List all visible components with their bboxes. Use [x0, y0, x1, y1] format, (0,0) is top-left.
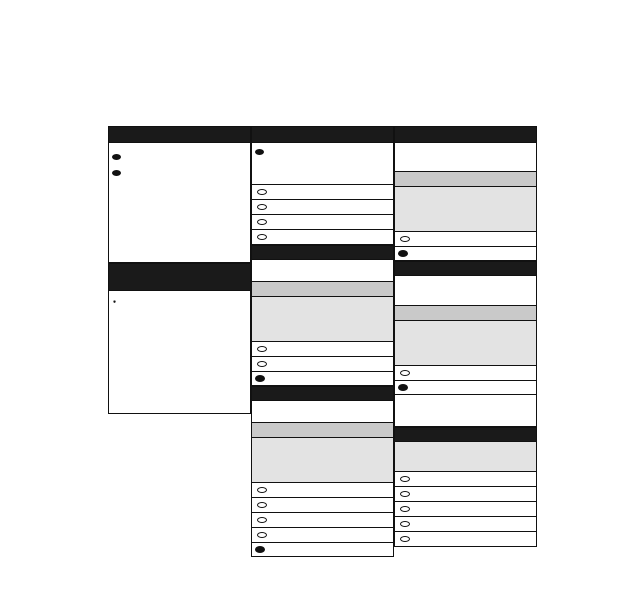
libertarian-end: [394, 247, 537, 261]
oval-icon[interactable]: [400, 506, 410, 512]
party-instr-wrap: [255, 149, 390, 157]
general-p3-wrap: [112, 170, 247, 178]
general-instructions-box: [108, 143, 251, 263]
constitution-heading: [394, 261, 537, 276]
republican-heading: [251, 386, 394, 401]
candidate-option[interactable]: [251, 513, 394, 528]
special-instructions-heading: [108, 263, 251, 291]
oval-icon[interactable]: [257, 487, 267, 493]
constitution-legislative: [394, 306, 537, 321]
party-preference-instructions: [251, 143, 394, 185]
oval-icon[interactable]: [400, 236, 410, 242]
party-column: [251, 126, 394, 557]
oval-icon[interactable]: [257, 219, 267, 225]
judicial-office: [394, 442, 537, 472]
democratic-office: [251, 297, 394, 342]
write-in-option[interactable]: [394, 232, 537, 247]
instructions-column: [108, 126, 251, 414]
timing-marks-left: [72, 40, 80, 590]
oval-icon[interactable]: [400, 491, 410, 497]
general-instructions-heading: [108, 126, 251, 143]
filled-oval-icon: [112, 170, 121, 176]
candidate-option[interactable]: [394, 502, 537, 517]
candidate-option[interactable]: [251, 342, 394, 357]
party-option-libertarian[interactable]: [251, 215, 394, 230]
democratic-note: [251, 260, 394, 282]
oval-icon[interactable]: [400, 536, 410, 542]
democratic-heading: [251, 245, 394, 260]
oval-icon[interactable]: [257, 189, 267, 195]
oval-icon[interactable]: [400, 476, 410, 482]
filled-oval-icon: [255, 149, 264, 155]
republican-legislative: [251, 423, 394, 438]
write-in-option[interactable]: [394, 532, 537, 547]
stop-icon: [255, 546, 265, 553]
candidate-option[interactable]: [394, 517, 537, 532]
judicial-heading: [394, 427, 537, 442]
party-preference-heading: [251, 126, 394, 143]
party-option-constitution[interactable]: [251, 230, 394, 245]
oval-icon[interactable]: [257, 361, 267, 367]
timing-marks-top: [72, 8, 554, 28]
republican-end: [251, 543, 394, 557]
write-in-option[interactable]: [251, 357, 394, 372]
timing-marks-right: [546, 40, 554, 590]
democratic-end: [251, 372, 394, 386]
stop-icon: [398, 384, 408, 391]
libertarian-note: [394, 143, 537, 172]
party-option-democratic[interactable]: [251, 185, 394, 200]
oval-icon[interactable]: [257, 346, 267, 352]
filled-oval-icon: [112, 154, 121, 160]
begin-nonpartisan: [394, 395, 537, 427]
stop-icon: [255, 375, 265, 382]
oval-icon[interactable]: [400, 370, 410, 376]
write-in-option[interactable]: [251, 528, 394, 543]
general-p2-wrap: [112, 154, 247, 162]
write-in-option[interactable]: [394, 366, 537, 381]
oval-icon[interactable]: [257, 502, 267, 508]
democratic-legislative: [251, 282, 394, 297]
constitution-end: [394, 381, 537, 395]
candidate-option[interactable]: [394, 472, 537, 487]
republican-office: [251, 438, 394, 483]
candidate-option[interactable]: [251, 498, 394, 513]
libertarian-heading: [394, 126, 537, 143]
oval-icon[interactable]: [400, 521, 410, 527]
constitution-note: [394, 276, 537, 306]
candidate-option[interactable]: [251, 483, 394, 498]
special-instructions-box: [108, 291, 251, 414]
oval-icon[interactable]: [257, 234, 267, 240]
oval-icon[interactable]: [257, 517, 267, 523]
constitution-office: [394, 321, 537, 366]
libertarian-office: [394, 187, 537, 232]
oval-icon[interactable]: [257, 532, 267, 538]
party-option-republican[interactable]: [251, 200, 394, 215]
right-column: [394, 126, 537, 547]
libertarian-legislative: [394, 172, 537, 187]
republican-note: [251, 401, 394, 423]
candidate-option[interactable]: [394, 487, 537, 502]
stop-icon: [398, 250, 408, 257]
oval-icon[interactable]: [257, 204, 267, 210]
